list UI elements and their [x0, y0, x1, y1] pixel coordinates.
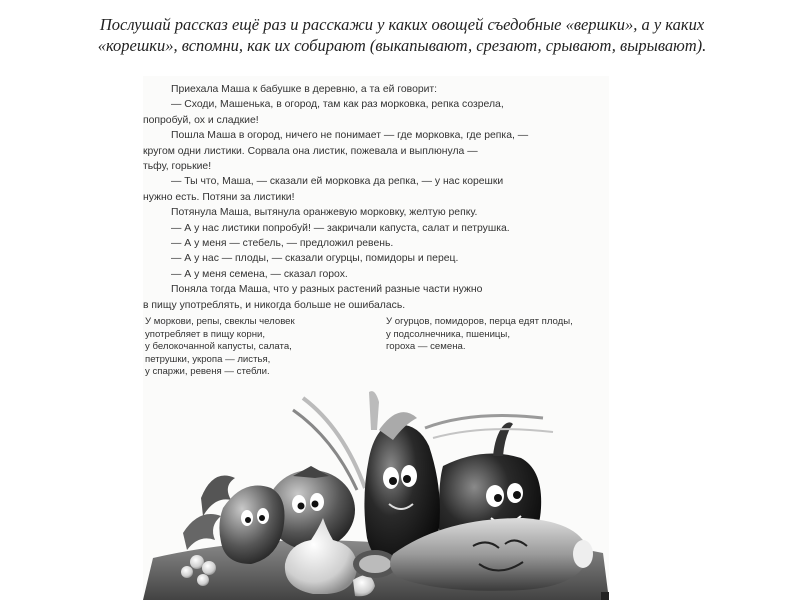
- story-line: — А у меня — стебель, — предложил ревень.: [171, 238, 394, 250]
- note-line: петрушки, укропа — листья,: [145, 353, 271, 365]
- story-text: [143, 82, 605, 313]
- task-instruction: [22, 14, 782, 56]
- note-line: у спаржи, ревеня — стебли.: [145, 366, 270, 378]
- story-line: — А у меня семена, — сказал горох.: [171, 268, 348, 280]
- story-line: Потянула Маша, вытянула оранжевую морковку, желтую репку.: [171, 207, 478, 219]
- note-line: гороха — семена.: [386, 341, 466, 353]
- story-line: — А у нас листики попробуй! — закричали капуста, салат и петрушка.: [171, 222, 510, 234]
- vegetables-illustration: [143, 358, 609, 600]
- note-fruits-seeds: [386, 316, 608, 354]
- task-line-2: «корешки», вспомни, как их собирают (выкапывают, срезают, срывают, вырывают).: [97, 36, 707, 55]
- task-line-1: Послушай рассказ ещё раз и расскажи у каких овощей съедобные «вершки», а у каких: [99, 15, 705, 34]
- story-line: Приехала Маша к бабушке в деревню, а та ей говорит:: [171, 84, 438, 95]
- story-line: в пищу употреблять, и никогда больше не ошибалась.: [143, 299, 406, 311]
- story-line: — А у нас — плоды, — сказали огурцы, помидоры и перец.: [171, 253, 459, 265]
- note-line: У огурцов, помидоров, перца едят плоды,: [386, 316, 573, 327]
- note-line: У моркови, репы, свеклы человек: [145, 316, 295, 327]
- page-corner-mark: [601, 592, 609, 600]
- story-line: Пошла Маша в огород, ничего не понимает — где морковка, где репка, —: [171, 130, 529, 142]
- scanned-book-page: [143, 76, 609, 600]
- story-line: — Ты что, Маша, — сказали ей морковка да репка, — у нас корешки: [171, 176, 504, 188]
- story-line: кругом одни листики. Сорвала она листик, пожевала и выплюнула —: [143, 145, 478, 157]
- note-line: употребляет в пищу корни,: [145, 328, 266, 340]
- story-line: тьфу, горькие!: [143, 161, 212, 173]
- story-line: попробуй, ох и сладкие!: [143, 114, 259, 126]
- story-line: Поняла тогда Маша, что у разных растений разные части нужно: [171, 284, 483, 296]
- note-line: у подсолнечника, пшеницы,: [386, 328, 510, 340]
- story-line: — Сходи, Машенька, в огород, там как раз морковка, репка созрела,: [171, 99, 504, 111]
- story-line: нужно есть. Потяни за листики!: [143, 191, 295, 203]
- note-line: у белокочанной капусты, салата,: [145, 341, 292, 353]
